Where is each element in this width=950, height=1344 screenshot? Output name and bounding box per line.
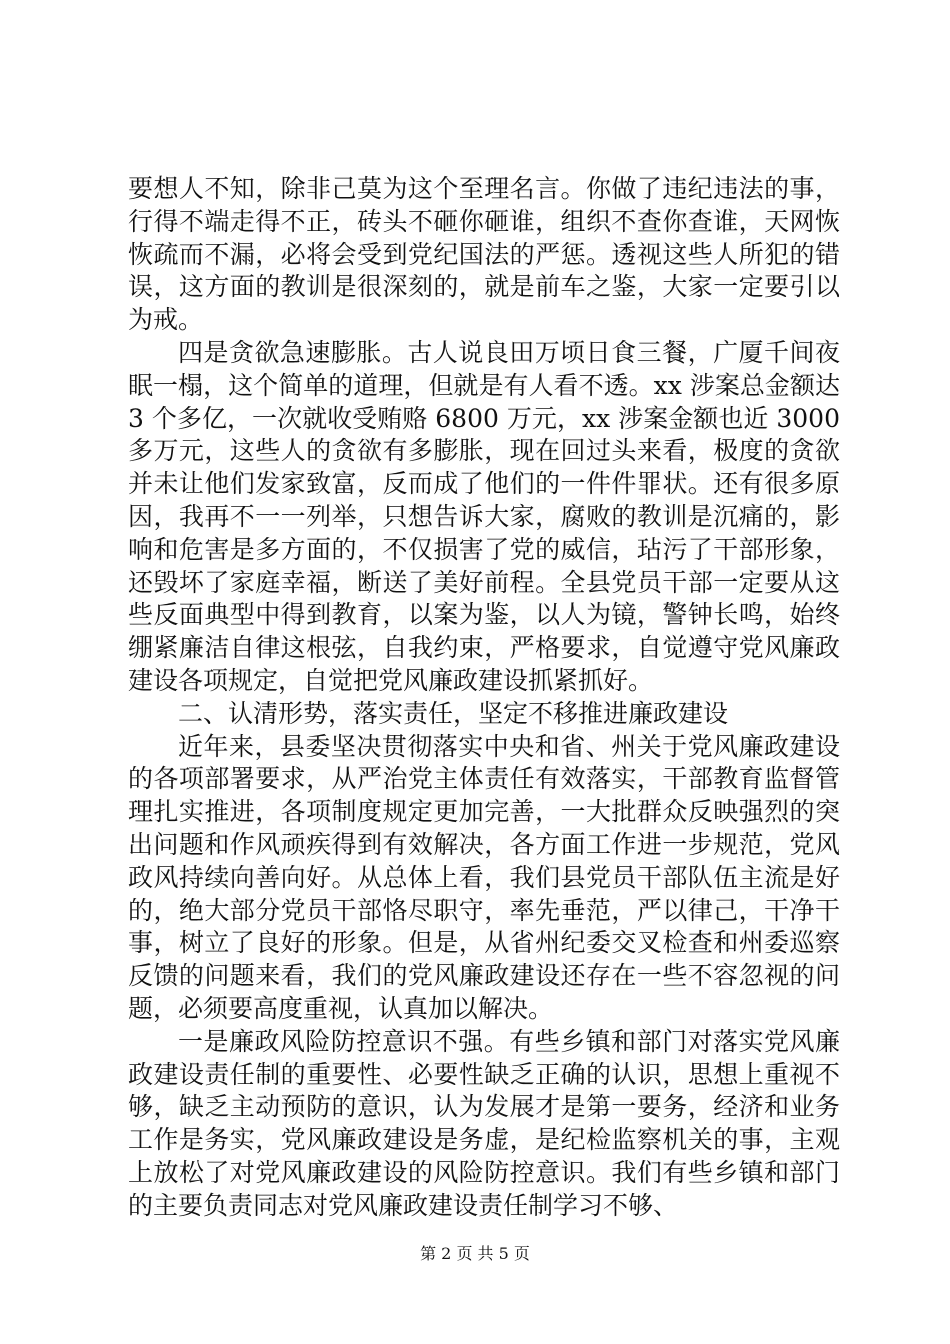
document-body — [128, 173, 840, 1223]
paragraph-risk-awareness: 一是廉政风险防控意识不强。有些乡镇和部门对落实党风廉政建设责任制的重要性、必要性缺乏正确的认识，思想上重视不够，缺乏主动预防的意识，认为发展才是第一要务，经济和业务工作是务实，党风廉政建设是务虚，是纪检监察机关的事，主观上放松了对党风廉政建设的风险防控意识。我们有些乡镇和部门的主要负责同志对党风廉政建设责任制学习不够、 — [128, 1026, 840, 1220]
paragraph-greed: 四是贪欲急速膨胀。古人说良田万顷日食三餐，广厦千间夜眠一榻，这个简单的道理，但就是有人看不透。xx 涉案总金额达 3 个多亿，一次就收受贿赂 6800 万元，xx 涉案金额也近 3000 多万元，这些人的贪欲有多膨胀，现在回过头来看，极度的贪欲并未让他们发家致富，反而成了他们的一件件罪状。还有很多原因，我再不一一列举，只想告诉大家，腐败的教训是沉痛的，影响和危害是多方面的，不仅损害了党的威信，玷污了干部形象，还毁坏了家庭幸福，断送了美好前程。全县党员干部一定要从这些反面典型中得到教育，以案为鉴，以人为镜，警钟长鸣，始终绷紧廉洁自律这根弦，自我约束，严格要求，自觉遵守党风廉政建设各项规定，自觉把党风廉政建设抓紧抓好。 — [128, 337, 840, 695]
paragraph-continuation: 要想人不知，除非己莫为这个至理名言。你做了违纪违法的事，行得不端走得不正，砖头不砸你砸谁，组织不查你查谁，天网恢恢疏而不漏，必将会受到党纪国法的严惩。透视这些人所犯的错误，这方面的教训是很深刻的，就是前车之鉴，大家一定要引以为戒。 — [128, 174, 840, 335]
page-number-footer: 第 2 页 共 5 页 — [420, 1244, 530, 1263]
section-heading: 二、认清形势，落实责任，坚定不移推进廉政建设 — [178, 698, 729, 728]
paragraph-recent-years: 近年来，县委坚决贯彻落实中央和省、州关于党风廉政建设的各项部署要求，从严治党主体责任有效落实，干部教育监督管理扎实推进，各项制度规定更加完善，一大批群众反映强烈的突出问题和作风顽疾得到有效解决，各方面工作进一步规范，党风政风持续向善向好。从总体上看，我们县党员干部队伍主流是好的，绝大部分党员干部恪尽职守，率先垂范，严以律己，干净干事，树立了良好的形象。但是，从省州纪委交叉检查和州委巡察反馈的问题来看，我们的党风廉政建设还存在一些不容忽视的问题，必须要高度重视，认真加以解决。 — [128, 731, 840, 1023]
